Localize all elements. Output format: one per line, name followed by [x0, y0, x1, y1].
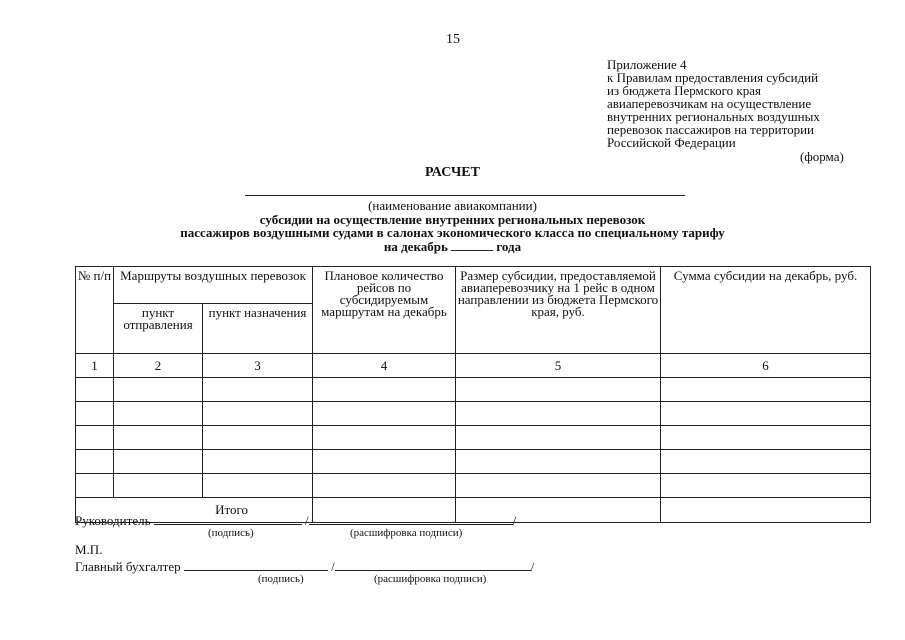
separator-slash: /: [530, 559, 535, 574]
document-subtitle: [0, 213, 905, 253]
total-cell[interactable]: [661, 498, 871, 523]
table-row: [76, 450, 871, 474]
table-cell[interactable]: [661, 402, 871, 426]
subtitle-line: [0, 239, 905, 253]
table-cell[interactable]: [313, 402, 456, 426]
table-cell[interactable]: [114, 426, 203, 450]
subtitle-line: пассажиров воздушными судами в салонах экономического класса по специальному тарифу: [180, 225, 725, 240]
table-cell[interactable]: [203, 378, 313, 402]
header-subsidy-per-flight: Размер субсидии, предоставляемой авиаперевозчику на 1 рейс в одном направлении из бюджета Пермского края, руб.: [456, 267, 661, 354]
airline-name-field[interactable]: [245, 195, 685, 196]
header-destination: пункт назначения: [203, 304, 313, 354]
column-number: 5: [456, 354, 661, 378]
column-number: 6: [661, 354, 871, 378]
table-cell[interactable]: [114, 402, 203, 426]
accountant-decoding-caption: (расшифровка подписи): [374, 573, 487, 585]
head-signature-field[interactable]: [154, 512, 302, 525]
table-cell[interactable]: [114, 450, 203, 474]
table-cell[interactable]: [76, 474, 114, 498]
head-decoding-field[interactable]: [309, 512, 513, 525]
table-cell[interactable]: [456, 450, 661, 474]
table-cell[interactable]: [203, 426, 313, 450]
table-row: [76, 426, 871, 450]
table-cell[interactable]: [76, 402, 114, 426]
subtitle-year-word: года: [496, 239, 522, 254]
accountant-decoding-field[interactable]: [335, 558, 531, 571]
accountant-label: Главный бухгалтер: [75, 559, 181, 574]
table-cell[interactable]: [203, 474, 313, 498]
table-cell[interactable]: [661, 426, 871, 450]
subtitle-line: субсидии на осуществление внутренних региональных перевозок: [259, 212, 646, 227]
table-cell[interactable]: [76, 378, 114, 402]
table-cell[interactable]: [76, 450, 114, 474]
header-planned-flights: Плановое количество рейсов по субсидируемым маршрутам на декабрь: [313, 267, 456, 354]
appendix-line: перевозок пассажиров на территории: [607, 122, 815, 137]
document-title: РАСЧЕТ: [425, 165, 480, 180]
table-cell[interactable]: [456, 378, 661, 402]
appendix-line: Приложение 4: [607, 57, 687, 72]
airline-name-caption: (наименование авиакомпании): [368, 198, 537, 213]
table-cell[interactable]: [456, 426, 661, 450]
table-cell[interactable]: [661, 378, 871, 402]
appendix-line: к Правилам предоставления субсидий: [607, 70, 819, 85]
table-cell[interactable]: [313, 474, 456, 498]
table-cell[interactable]: [456, 474, 661, 498]
column-number: 4: [313, 354, 456, 378]
table-cell[interactable]: [313, 378, 456, 402]
header-num: № п/п: [76, 267, 114, 354]
separator-slash: /: [331, 559, 335, 574]
table-cell[interactable]: [313, 426, 456, 450]
year-field[interactable]: [451, 239, 493, 251]
header-subsidy-total: Сумма субсидии на декабрь, руб.: [661, 267, 871, 354]
accountant-signature-caption: (подпись): [258, 573, 304, 585]
header-departure: пункт отправления: [114, 304, 203, 354]
table-row: [76, 378, 871, 402]
table-cell[interactable]: [114, 474, 203, 498]
subtitle-month: на декабрь: [383, 239, 448, 254]
head-signature-caption: (подпись): [208, 527, 254, 539]
head-label: Руководитель: [75, 513, 151, 528]
column-number: 3: [203, 354, 313, 378]
appendix-line: авиаперевозчикам на осуществление: [607, 96, 812, 111]
table-row: [76, 402, 871, 426]
separator-slash: /: [512, 513, 517, 528]
total-label: Итого: [76, 498, 313, 523]
header-routes: Маршруты воздушных перевозок: [114, 267, 313, 304]
table-cell[interactable]: [203, 450, 313, 474]
table-cell[interactable]: [661, 474, 871, 498]
table-cell[interactable]: [661, 450, 871, 474]
table-cell[interactable]: [203, 402, 313, 426]
calculation-table: [75, 266, 871, 523]
column-number: 1: [76, 354, 114, 378]
table-cell[interactable]: [313, 450, 456, 474]
accountant-signature-field[interactable]: [184, 558, 328, 571]
table-row: [76, 474, 871, 498]
appendix-line: Российской Федерации: [607, 135, 736, 150]
page-number: 15: [446, 32, 460, 47]
head-decoding-caption: (расшифровка подписи): [350, 527, 463, 539]
form-label: (форма): [800, 149, 844, 164]
appendix-line: из бюджета Пермского края: [607, 83, 762, 98]
table-cell[interactable]: [456, 402, 661, 426]
table-cell[interactable]: [76, 426, 114, 450]
column-number: 2: [114, 354, 203, 378]
column-number-row: [76, 354, 871, 378]
separator-slash: /: [305, 513, 309, 528]
stamp-label: М.П.: [75, 542, 103, 557]
appendix-heading: [607, 58, 820, 149]
table-cell[interactable]: [114, 378, 203, 402]
appendix-line: внутренних региональных воздушных: [607, 109, 820, 124]
